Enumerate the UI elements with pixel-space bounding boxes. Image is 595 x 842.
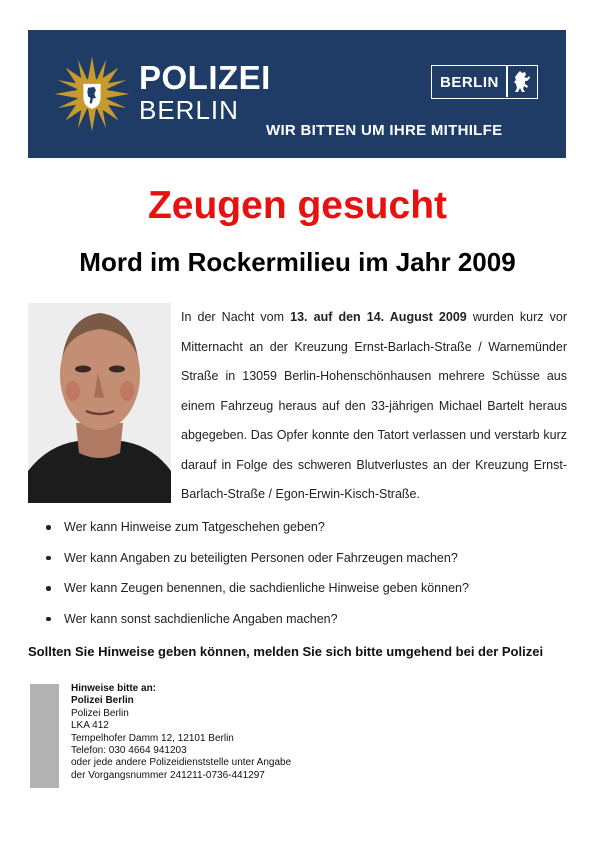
contact-block [71,683,291,782]
date-range: 13. auf den 14. August 2009 [290,310,467,324]
description-text: wurden kurz vor Mitternacht an der Kreuzung Ernst-Barlach-Straße / Warnemünder Straße in 13059 Berlin-Hohenschönhausen mehrere Schüsse aus einem Fahrzeug heraus auf den 33-jährigen Michael Bartelt heraus abgegeben. Das Opfer konnte den Tatort verlassen und verstarb kurz darauf in Folge des schweren Blutverlustes an der Kreuzung Ernst-Barlach-Straße / Egon-Erwin-Kisch-Straße. [181,310,567,501]
bullet-icon [46,525,51,530]
subheadline: Mord im Rockermilieu im Jahr 2009 [79,247,516,277]
bullet-icon [46,617,51,622]
victim-photo [28,303,171,503]
intro-text: In der Nacht vom [181,310,291,324]
appeal-text: Sollten Sie Hinweise geben können, melden Sie sich bitte umgehend bei der Polizei [28,644,544,659]
contact-org: Polizei Berlin [71,695,134,707]
question-list [44,512,469,634]
list-item [44,512,469,543]
berlin-bear-icon [511,70,533,94]
contact-line: oder jede andere Polizeidienststelle unter Angabe [71,757,292,769]
list-item [44,543,469,574]
list-item [44,573,469,604]
question-text: Wer kann sonst sachdienliche Angaben machen? [64,611,338,626]
case-description [181,303,567,510]
bullet-icon [46,586,51,591]
police-star-icon [53,55,131,133]
list-item [44,604,469,635]
question-text: Wer kann Zeugen benennen, die sachdienliche Hinweise geben können? [64,581,469,595]
brand-title: POLIZEI [139,59,271,96]
bullet-icon [46,556,51,561]
contact-line: LKA 412 [71,720,109,732]
contact-line: Tempelhofer Damm 12, 12101 Berlin [71,732,234,744]
police-wordmark [139,61,271,125]
question-text: Wer kann Hinweise zum Tatgeschehen geben? [64,520,325,534]
police-header-banner [28,30,566,158]
berlin-badge-label: BERLIN [440,74,499,91]
berlin-badge [431,65,538,99]
contact-line: Polizei Berlin [71,707,129,719]
brand-subtitle: BERLIN [139,95,239,125]
slogan: WIR BITTEN UM IHRE MITHILFE [266,122,503,139]
contact-accent-bar [30,684,59,788]
headline: Zeugen gesucht [147,184,448,227]
badge-divider [506,66,508,97]
contact-line: Telefon: 030 4664 941203 [71,745,187,757]
question-text: Wer kann Angaben zu beteiligten Personen oder Fahrzeugen machen? [64,550,458,565]
contact-heading: Hinweise bitte an: [71,683,157,694]
contact-line: der Vorgangsnummer 241211-0736-441297 [71,769,265,781]
